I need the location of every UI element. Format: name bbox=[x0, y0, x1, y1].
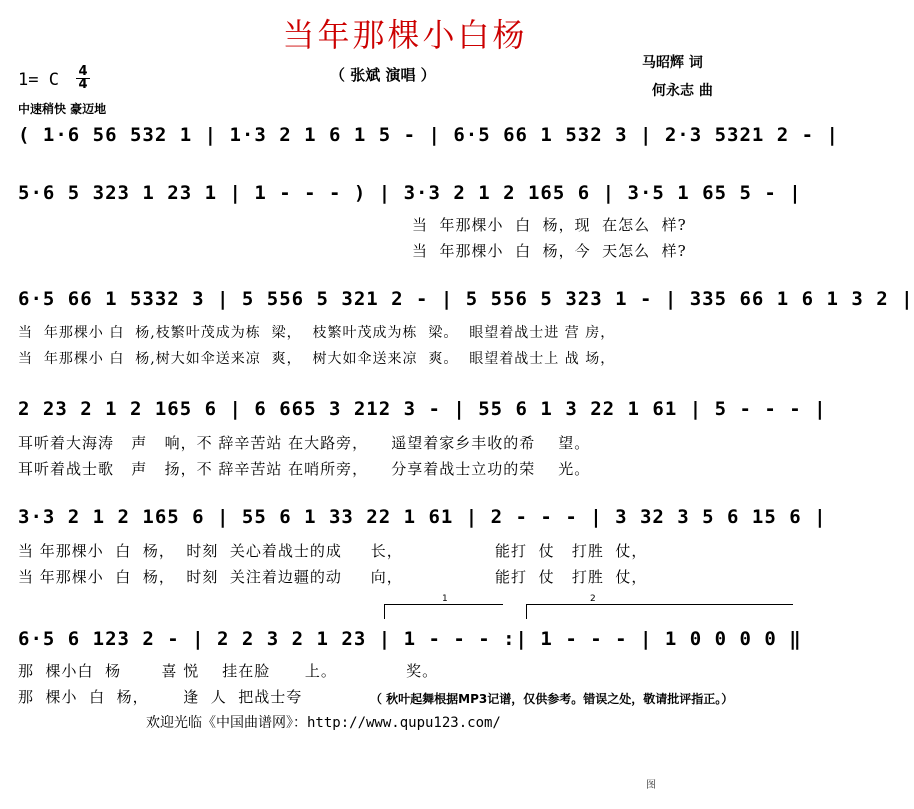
volta-bracket-2 bbox=[526, 604, 793, 619]
lyric-line-5b: 当 年那棵小 白 杨， 时刻 关注着边疆的动 向， 能打 仗 打胜 仗， bbox=[18, 568, 648, 586]
website-footer: 欢迎光临《中国曲谱网》：http://www.qupu123.com/ bbox=[146, 715, 501, 731]
lyric-line-3a: 当 年那棵小 白 杨,枝繁叶茂成为栋 梁， 枝繁叶茂成为栋 梁。 眼望着战士进 营 房， bbox=[18, 325, 616, 341]
lyric-line-6b: 那 棵小 白 杨， 逢 人 把战士夸 bbox=[18, 688, 303, 706]
volta-number-1: 1 bbox=[442, 594, 448, 604]
staff-line-2: 5·6 5 323 1 23 1 | 1 - - - ) | 3·3 2 1 2 165 6 | 3·5 1 65 5 - | bbox=[18, 182, 802, 204]
time-signature bbox=[76, 66, 90, 91]
volta-number-2: 2 bbox=[590, 594, 596, 604]
lyric-line-2a: 当 年那棵小 白 杨，现 在怎么 样? bbox=[412, 216, 687, 234]
meter-bottom: 4 bbox=[76, 78, 90, 91]
transcription-note: （ 秋叶起舞根据MP3记谱，仅供参考。错误之处，敬请批评指正。） bbox=[370, 692, 734, 706]
composer-credit: 何永志 曲 bbox=[652, 83, 713, 99]
lyric-line-5a: 当 年那棵小 白 杨， 时刻 关心着战士的成 长， 能打 仗 打胜 仗， bbox=[18, 542, 648, 560]
key-signature: 1= C bbox=[18, 70, 59, 90]
staff-line-3: 6·5 66 1 5332 3 | 5 556 5 321 2 - | 5 556 5 323 1 - | 335 66 1 6 1 3 2 | bbox=[18, 288, 914, 310]
volta-bracket-1 bbox=[384, 604, 503, 619]
lyric-line-6a: 那 棵小白 杨 喜 悦 挂在脸 上。 奖。 bbox=[18, 662, 439, 680]
staff-line-6: 6·5 6 123 2 - | 2 2 3 2 1 23 | 1 - - - :| 1 - - - | 1 0 0 0 0 ‖ bbox=[18, 628, 802, 650]
staff-line-1: ( 1·6 56 532 1 | 1·3 2 1 6 1 5 - | 6·5 66 1 532 3 | 2·3 5321 2 - | bbox=[18, 124, 839, 146]
tempo-marking: 中速稍快 豪迈地 bbox=[18, 102, 107, 116]
lyric-line-2b: 当 年那棵小 白 杨，今 天怎么 样? bbox=[412, 242, 687, 260]
lyric-line-4b: 耳听着战士歌 声 扬，不 辞辛苦站 在哨所旁， 分享着战士立功的荣 光。 bbox=[18, 460, 591, 478]
singer-credit: （ 张斌 演唱 ） bbox=[330, 66, 436, 84]
lyric-line-3b: 当 年那棵小 白 杨,树大如伞送来凉 爽， 树大如伞送来凉 爽。 眼望着战士上 战 场， bbox=[18, 351, 616, 367]
meter-top: 4 bbox=[78, 64, 88, 79]
lyric-line-4a: 耳听着大海涛 声 响，不 辞辛苦站 在大路旁， 遥望着家乡丰收的希 望。 bbox=[18, 434, 591, 452]
corner-mark: 图 bbox=[646, 780, 656, 791]
lyricist-credit: 马昭辉 词 bbox=[642, 55, 703, 71]
staff-line-4: 2 23 2 1 2 165 6 | 6 665 3 212 3 - | 55 6 1 3 22 1 61 | 5 - - - | bbox=[18, 398, 827, 420]
song-title: 当年那棵小白杨 bbox=[282, 16, 528, 54]
staff-line-5: 3·3 2 1 2 165 6 | 55 6 1 33 22 1 61 | 2 - - - | 3 32 3 5 6 15 6 | bbox=[18, 506, 827, 528]
